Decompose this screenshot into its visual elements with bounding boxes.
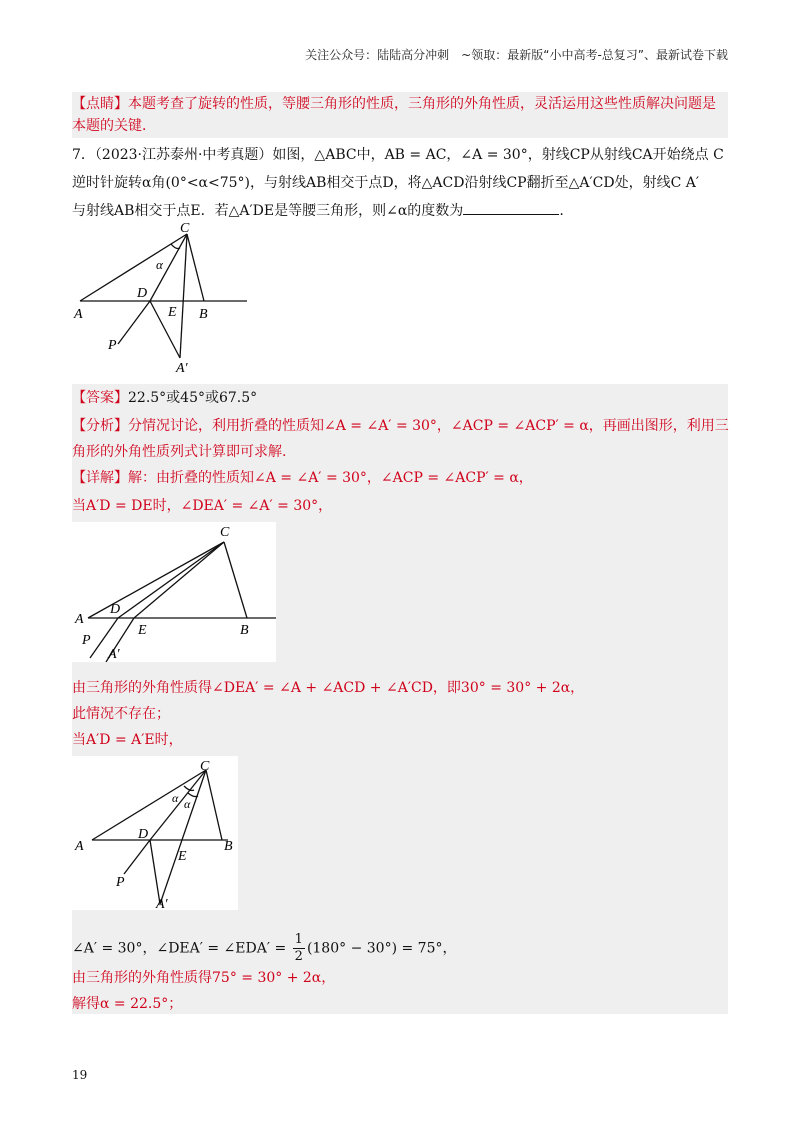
label-B: B	[199, 307, 208, 322]
question-figure	[72, 222, 252, 382]
fig2-label-D: D	[110, 602, 121, 617]
fig2-label-E: E	[138, 623, 147, 638]
fig3-label-alpha1: α	[172, 791, 179, 805]
fraction-numerator: 1	[294, 932, 303, 947]
question-line2: 逆时针旋转α角(0°<α<75°)，与射线AB相交于点D，将△ACD沿射线CP翻折至△A′CD处，射线C A′	[72, 175, 700, 191]
case1-figure-panel	[72, 522, 276, 662]
label-alpha: α	[156, 257, 163, 272]
dianjing-text-line1: 本题考查了旋转的性质，等腰三角形的性质，三角形的外角性质，灵活运用这些性质解决问题是	[128, 96, 716, 112]
label-P: P	[108, 338, 117, 353]
case2-figure	[72, 756, 238, 910]
label-A-prime: A′	[176, 361, 188, 376]
case2-eq1b: (180° − 30°) = 75°，	[306, 940, 457, 957]
question-line1: 7．（2023·江苏泰州·中考真题）如图，△ABC中，AB = AC，∠A = 30°，射线CP从射线CA开始绕点 C	[72, 147, 724, 163]
case1-figure	[72, 522, 276, 662]
fig3-label-D: D	[138, 827, 149, 842]
analysis-line1: 分情况讨论，利用折叠的性质知∠A = ∠A′ = 30°，∠ACP = ∠ACP′ = α，再画出图形，利用三	[128, 418, 729, 434]
label-D: D	[137, 286, 148, 301]
fig3-label-C: C	[200, 759, 210, 774]
fig2-label-C: C	[220, 525, 230, 540]
fraction-half	[293, 932, 305, 965]
question-line3: 与射线AB相交于点E．若△A′DE是等腰三角形，则∠α的度数为	[72, 203, 464, 219]
fig2-label-A: A	[75, 612, 84, 627]
analysis-tag: 【分析】	[72, 418, 128, 434]
case1-equation: 由三角形的外角性质得∠DEA′ = ∠A + ∠ACD + ∠A′CD，即30° = 30° + 2α，	[72, 680, 585, 696]
fig3-label-P: P	[116, 875, 125, 890]
label-E: E	[168, 305, 177, 320]
label-A: A	[74, 307, 83, 322]
dianjing-text-line2: 本题的关键．	[72, 118, 156, 134]
detail-line1: 解：由折叠的性质知∠A = ∠A′ = 30°，∠ACP = ∠ACP′ = α，	[128, 470, 533, 486]
fig3-label-A-prime: A′	[156, 897, 168, 910]
fig3-label-A: A	[75, 839, 84, 854]
page-header: 关注公众号：陆陆高分冲刺 ~领取：最新版“小中高考-总复习”、最新试卷下载	[305, 48, 728, 62]
fig3-label-alpha2: α	[184, 797, 191, 811]
fig2-label-P: P	[82, 633, 91, 648]
analysis-line2: 角形的外角性质列式计算即可求解.	[72, 444, 287, 460]
case2-eq1a: ∠A′ = 30°，∠DEA′ = ∠EDA′ =	[72, 940, 291, 957]
fig3-label-B: B	[224, 839, 233, 854]
fraction-denominator: 2	[294, 949, 303, 964]
dianjing-block	[72, 92, 728, 138]
detail-tag: 【详解】	[72, 470, 128, 486]
case1-conclusion: 此情况不存在；	[72, 706, 170, 722]
fig2-label-B: B	[240, 623, 249, 638]
answer-tag: 【答案】	[72, 390, 128, 406]
fig3-label-E: E	[178, 849, 187, 864]
case2-condition: 当A′D = A′E时，	[72, 732, 183, 748]
case2-solution: 解得α = 22.5°；	[72, 996, 183, 1012]
case2-equation: 由三角形的外角性质得75° = 30° + 2α，	[72, 970, 336, 986]
fig2-label-A-prime: A′	[108, 647, 120, 662]
label-C: C	[180, 222, 190, 236]
case1-condition: 当A′D = DE时，∠DEA′ = ∠A′ = 30°，	[72, 498, 333, 514]
case2-figure-panel	[72, 756, 238, 910]
answer-text: 22.5°或45°或67.5°	[128, 390, 258, 406]
dianjing-tag: 【点睛】	[72, 96, 128, 112]
answer-blank	[463, 200, 559, 215]
page-number: 19	[72, 1068, 88, 1082]
